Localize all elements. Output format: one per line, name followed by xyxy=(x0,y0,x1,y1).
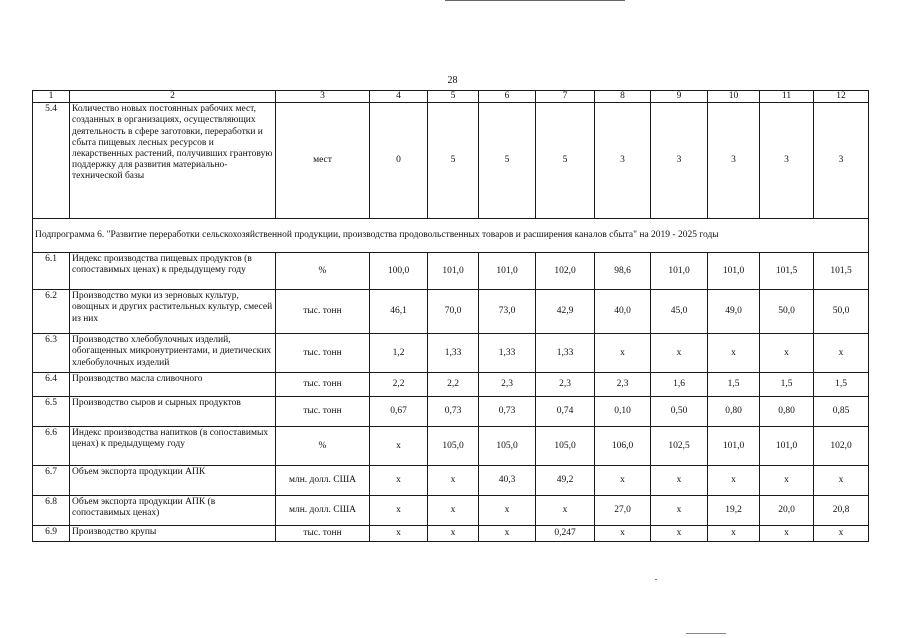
value-cell: х xyxy=(651,526,708,542)
column-header: 11 xyxy=(760,91,814,103)
value-cell: 50,0 xyxy=(814,290,869,334)
indicator-name: Объем экспорта продукции АПК xyxy=(70,466,276,496)
value-cell: х xyxy=(595,466,651,496)
value-cell: 1,5 xyxy=(814,373,869,397)
value-cell: 0,247 xyxy=(536,526,595,542)
row-number: 6.6 xyxy=(33,427,70,466)
value-cell: 2,3 xyxy=(536,373,595,397)
scan-artifact-line xyxy=(445,0,625,1)
unit-cell: тыс. тонн xyxy=(276,290,370,334)
indicator-name: Производство сыров и сырных продуктов xyxy=(70,397,276,427)
page-number: 28 xyxy=(447,75,458,86)
value-cell: 0,73 xyxy=(428,397,479,427)
table-row xyxy=(33,253,869,290)
value-cell: 3 xyxy=(814,103,869,219)
value-cell: 1,6 xyxy=(651,373,708,397)
table-row xyxy=(33,373,869,397)
value-cell: 3 xyxy=(595,103,651,219)
value-cell: 5 xyxy=(479,103,536,219)
unit-cell: тыс. тонн xyxy=(276,334,370,373)
indicator-name: Индекс производства пищевых продуктов (в сопоставимых ценах) к предыдущему году xyxy=(70,253,276,290)
value-cell: 2,2 xyxy=(428,373,479,397)
unit-cell: млн. долл. США xyxy=(276,466,370,496)
value-cell: 20,0 xyxy=(760,496,814,526)
value-cell: х xyxy=(428,526,479,542)
value-cell: 1,33 xyxy=(428,334,479,373)
unit-cell: тыс. тонн xyxy=(276,526,370,542)
value-cell: х xyxy=(370,526,428,542)
value-cell: 0,73 xyxy=(479,397,536,427)
value-cell: 70,0 xyxy=(428,290,479,334)
table-row xyxy=(33,290,869,334)
unit-cell: млн. долл. США xyxy=(276,496,370,526)
value-cell: 2,3 xyxy=(595,373,651,397)
value-cell: 50,0 xyxy=(760,290,814,334)
value-cell: 98,6 xyxy=(595,253,651,290)
row-number: 5.4 xyxy=(33,103,70,219)
value-cell: х xyxy=(814,334,869,373)
table-row xyxy=(33,103,869,219)
column-header: 10 xyxy=(708,91,760,103)
unit-cell: тыс. тонн xyxy=(276,373,370,397)
header-row xyxy=(33,91,869,103)
row-number: 6.2 xyxy=(33,290,70,334)
value-cell: х xyxy=(370,496,428,526)
row-number: 6.9 xyxy=(33,526,70,542)
value-cell: 3 xyxy=(651,103,708,219)
indicator-name: Производство крупы xyxy=(70,526,276,542)
value-cell: 101,0 xyxy=(708,253,760,290)
value-cell: х xyxy=(651,334,708,373)
value-cell: 1,2 xyxy=(370,334,428,373)
indicator-name: Количество новых постоянных рабочих мест, созданных в организациях, осуществляющих деятельность в сфере заготовки, переработки и сбыта пищевых лесных ресурсов и лекарственных растений, получивших грантовую поддержку для развития материально-технической базы xyxy=(70,103,276,219)
value-cell: х xyxy=(595,526,651,542)
column-header: 6 xyxy=(479,91,536,103)
indicators-table xyxy=(32,90,869,542)
value-cell: 20,8 xyxy=(814,496,869,526)
value-cell: х xyxy=(428,496,479,526)
value-cell: 0 xyxy=(370,103,428,219)
value-cell: х xyxy=(760,334,814,373)
row-number: 6.1 xyxy=(33,253,70,290)
value-cell: х xyxy=(370,466,428,496)
scan-speck xyxy=(655,579,657,580)
value-cell: 5 xyxy=(536,103,595,219)
value-cell: 27,0 xyxy=(595,496,651,526)
value-cell: 102,0 xyxy=(536,253,595,290)
value-cell: 3 xyxy=(708,103,760,219)
value-cell: х xyxy=(479,496,536,526)
value-cell: 101,0 xyxy=(708,427,760,466)
value-cell: 1,33 xyxy=(479,334,536,373)
value-cell: 106,0 xyxy=(595,427,651,466)
value-cell: 0,50 xyxy=(651,397,708,427)
value-cell: 0,85 xyxy=(814,397,869,427)
value-cell: х xyxy=(760,526,814,542)
indicator-name: Объем экспорта продукции АПК (в сопоставимых ценах) xyxy=(70,496,276,526)
row-number: 6.4 xyxy=(33,373,70,397)
table-row xyxy=(33,496,869,526)
value-cell: 105,0 xyxy=(428,427,479,466)
value-cell: х xyxy=(651,466,708,496)
value-cell: 1,33 xyxy=(536,334,595,373)
indicator-name: Производство хлебобулочных изделий, обогащенных микронутриентами, и диетических хлебобулочных изделий xyxy=(70,334,276,373)
table-row xyxy=(33,334,869,373)
subprogram-title: Подпрограмма 6. "Развитие переработки сельскохозяйственной продукции, производства продовольственных товаров и расширения каналов сбыта" на 2019 - 2025 годы xyxy=(33,219,869,253)
row-number: 6.5 xyxy=(33,397,70,427)
value-cell: х xyxy=(428,466,479,496)
value-cell: 49,0 xyxy=(708,290,760,334)
table-row xyxy=(33,466,869,496)
column-header: 4 xyxy=(370,91,428,103)
value-cell: 2,2 xyxy=(370,373,428,397)
value-cell: 0,80 xyxy=(708,397,760,427)
column-header: 2 xyxy=(70,91,276,103)
value-cell: 101,0 xyxy=(760,427,814,466)
value-cell: 101,5 xyxy=(760,253,814,290)
value-cell: 1,5 xyxy=(760,373,814,397)
value-cell: 101,5 xyxy=(814,253,869,290)
row-number: 6.7 xyxy=(33,466,70,496)
value-cell: 19,2 xyxy=(708,496,760,526)
column-header: 8 xyxy=(595,91,651,103)
column-header: 12 xyxy=(814,91,869,103)
value-cell: 101,0 xyxy=(479,253,536,290)
subprogram-row xyxy=(33,219,869,253)
value-cell: 101,0 xyxy=(651,253,708,290)
unit-cell: % xyxy=(276,253,370,290)
value-cell: 40,0 xyxy=(595,290,651,334)
value-cell: х xyxy=(536,496,595,526)
value-cell: х xyxy=(651,496,708,526)
column-header: 5 xyxy=(428,91,479,103)
value-cell: 5 xyxy=(428,103,479,219)
value-cell: 101,0 xyxy=(428,253,479,290)
value-cell: 2,3 xyxy=(479,373,536,397)
value-cell: 0,80 xyxy=(760,397,814,427)
value-cell: х xyxy=(814,526,869,542)
value-cell: 45,0 xyxy=(651,290,708,334)
indicator-name: Индекс производства напитков (в сопоставимых ценах) к предыдущему году xyxy=(70,427,276,466)
table-row xyxy=(33,526,869,542)
row-number: 6.8 xyxy=(33,496,70,526)
unit-cell: тыс. тонн xyxy=(276,397,370,427)
value-cell: 46,1 xyxy=(370,290,428,334)
value-cell: 49,2 xyxy=(536,466,595,496)
value-cell: х xyxy=(814,466,869,496)
value-cell: 1,5 xyxy=(708,373,760,397)
value-cell: х xyxy=(708,466,760,496)
table-row xyxy=(33,427,869,466)
value-cell: х xyxy=(370,427,428,466)
value-cell: 3 xyxy=(760,103,814,219)
value-cell: 40,3 xyxy=(479,466,536,496)
value-cell: 0,74 xyxy=(536,397,595,427)
table-row xyxy=(33,397,869,427)
unit-cell: % xyxy=(276,427,370,466)
column-header: 7 xyxy=(536,91,595,103)
indicator-name: Производство муки из зерновых культур, овощных и других растительных культур, смесей из них xyxy=(70,290,276,334)
value-cell: 102,5 xyxy=(651,427,708,466)
value-cell: 73,0 xyxy=(479,290,536,334)
column-header: 1 xyxy=(33,91,70,103)
value-cell: 100,0 xyxy=(370,253,428,290)
value-cell: х xyxy=(708,526,760,542)
value-cell: х xyxy=(479,526,536,542)
row-number: 6.3 xyxy=(33,334,70,373)
value-cell: 105,0 xyxy=(479,427,536,466)
value-cell: 105,0 xyxy=(536,427,595,466)
value-cell: 42,9 xyxy=(536,290,595,334)
column-header: 3 xyxy=(276,91,370,103)
scan-speck xyxy=(686,633,726,634)
column-header: 9 xyxy=(651,91,708,103)
value-cell: х xyxy=(760,466,814,496)
indicator-name: Производство масла сливочного xyxy=(70,373,276,397)
value-cell: х xyxy=(708,334,760,373)
unit-cell: мест xyxy=(276,103,370,219)
value-cell: 0,67 xyxy=(370,397,428,427)
value-cell: х xyxy=(595,334,651,373)
value-cell: 102,0 xyxy=(814,427,869,466)
value-cell: 0,10 xyxy=(595,397,651,427)
